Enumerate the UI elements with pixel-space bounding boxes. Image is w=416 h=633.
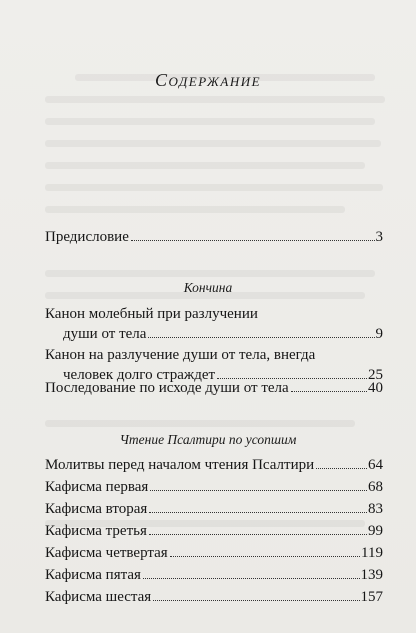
toc-entry-page: 139 — [360, 567, 383, 583]
toc-entry-page: 25 — [368, 367, 383, 383]
toc-entry-title: Кафисма шестая — [45, 589, 152, 605]
dot-leader — [150, 490, 367, 491]
toc-entry — [45, 587, 383, 607]
toc-entry-title-line-1: Канон на разлучение души от тела, внегда — [45, 347, 316, 363]
toc-entry-title: Кафисма четвертая — [45, 545, 168, 561]
toc-entry-title-line-2: души от тела — [63, 326, 147, 342]
toc-entry-page: 83 — [368, 501, 383, 517]
toc-entry — [45, 521, 383, 541]
dot-leader — [170, 556, 360, 557]
toc-entry-page: 9 — [375, 326, 383, 342]
toc-entry-title: Кафисма первая — [45, 479, 149, 495]
dot-leader — [148, 337, 374, 338]
dot-leader — [153, 600, 359, 601]
toc-entry-title-line-1: Канон молебный при разлучении — [45, 306, 258, 322]
toc-entry — [45, 304, 383, 344]
toc-entry-page: 157 — [360, 589, 383, 605]
toc-entry — [45, 477, 383, 497]
section-title-2: Чтение Псалтири по усопшим — [119, 432, 297, 447]
toc-entry — [45, 565, 383, 585]
toc-entry-title: Кафисма вторая — [45, 501, 148, 517]
toc-entry-title: Последование по исходе души от тела — [45, 380, 289, 396]
toc-entry — [45, 499, 383, 519]
toc-entry-title-line-2: человек долго страждет — [63, 367, 216, 383]
toc-entry-preface — [45, 227, 383, 247]
page-title: Содержание — [154, 70, 262, 90]
toc-entry-page: 64 — [368, 457, 383, 473]
dot-leader — [131, 240, 375, 241]
toc-entry-page: 68 — [368, 479, 383, 495]
toc-entry-page: 40 — [368, 380, 383, 396]
dot-leader — [143, 578, 360, 579]
toc-entry-page: 3 — [375, 229, 383, 245]
toc-entry-title: Предисловие — [45, 229, 129, 245]
toc-entry-title: Кафисма третья — [45, 523, 147, 539]
dot-leader — [149, 534, 367, 535]
dot-leader — [291, 391, 367, 392]
toc-entry-title: Молитвы перед началом чтения Псалтири — [45, 457, 315, 473]
dot-leader — [316, 468, 367, 469]
dot-leader — [149, 512, 367, 513]
toc-entry — [45, 543, 383, 563]
toc-entry-page: 119 — [361, 545, 383, 561]
section-title-1: Кончина — [183, 280, 233, 295]
toc-entry — [45, 455, 383, 475]
toc-entry — [45, 378, 383, 398]
toc-entry-page: 99 — [368, 523, 383, 539]
toc-entry-title: Кафисма пятая — [45, 567, 141, 583]
